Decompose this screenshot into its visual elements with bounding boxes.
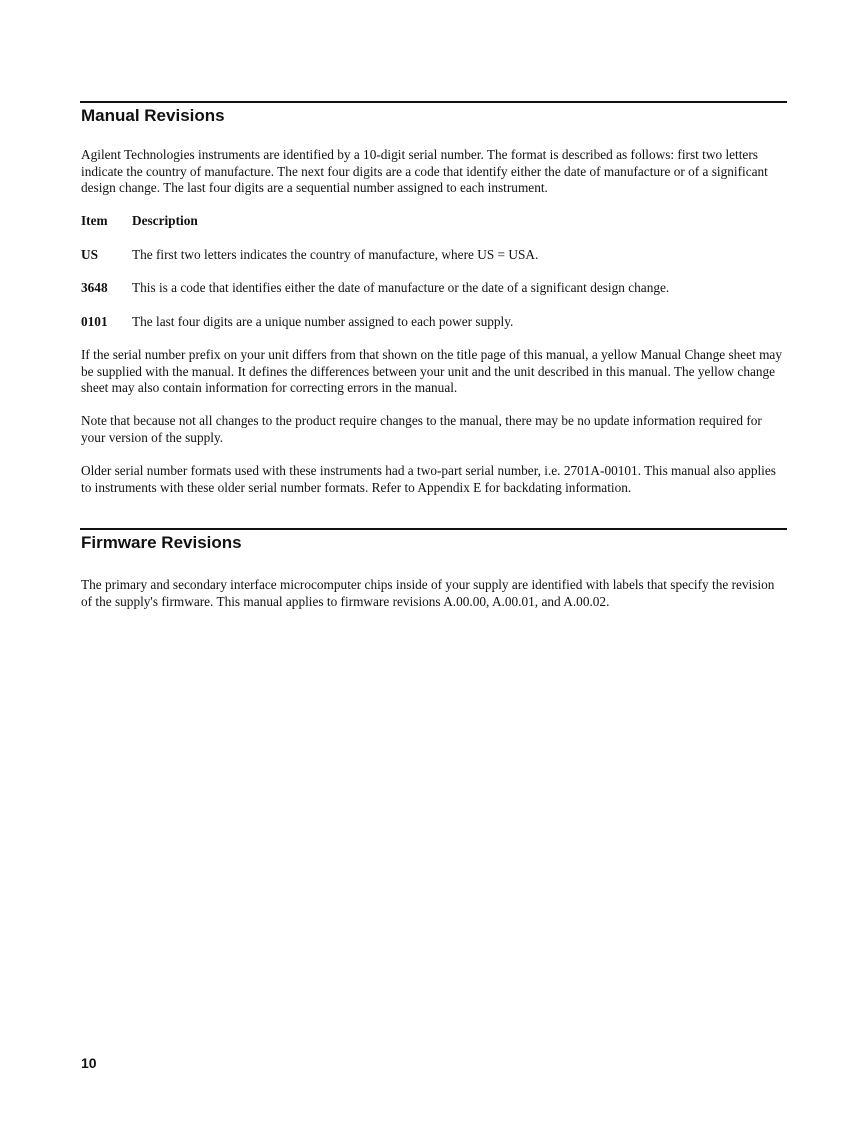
- item-description: The last four digits are a unique number assigned to each power supply.: [132, 314, 514, 329]
- intro-paragraph: Agilent Technologies instruments are identified by a 10-digit serial number. The format is described as follows: first two letters indicate the country of manufacture. The next four digits are a code that identify either the date of manufacture or of a significant design change. The last four digits are a sequential number assigned to each instrument.: [81, 147, 768, 195]
- column-header-item: Item: [81, 213, 108, 228]
- section-title-manual-revisions: Manual Revisions: [81, 106, 225, 125]
- item-code: 3648: [81, 280, 108, 295]
- item-description: The first two letters indicates the country of manufacture, where US = USA.: [132, 247, 539, 262]
- page-number: 10: [81, 1055, 97, 1071]
- firmware-paragraph: The primary and secondary interface microcomputer chips inside of your supply are identified with labels that specify the revision of the supply's firmware. This manual applies to firmware revisions A.00.00, A.00.01, and A.00.02.: [81, 577, 775, 609]
- item-code: US: [81, 247, 98, 262]
- change-sheet-paragraph: If the serial number prefix on your unit differs from that shown on the title page of this manual, a yellow Manual Change sheet may be supplied with the manual. It defines the differences between your unit and the unit described in this manual. The yellow change sheet may also contain information for correcting errors in the manual.: [81, 347, 782, 395]
- section-title-firmware-revisions: Firmware Revisions: [81, 533, 242, 552]
- update-note-paragraph: Note that because not all changes to the product require changes to the manual, there may be no update information required for your version of the supply.: [81, 413, 762, 445]
- section-rule-firmware-revisions: [80, 528, 787, 530]
- column-header-description: Description: [132, 213, 198, 228]
- item-description: This is a code that identifies either the date of manufacture or the date of a significant design change.: [132, 280, 670, 295]
- item-code: 0101: [81, 314, 108, 329]
- section-rule-manual-revisions: [80, 101, 787, 103]
- older-serial-paragraph: Older serial number formats used with these instruments had a two-part serial number, i.e. 2701A-00101. This manual also applies to instruments with these older serial number formats. Refer to Appendix E for backdating information.: [81, 463, 776, 495]
